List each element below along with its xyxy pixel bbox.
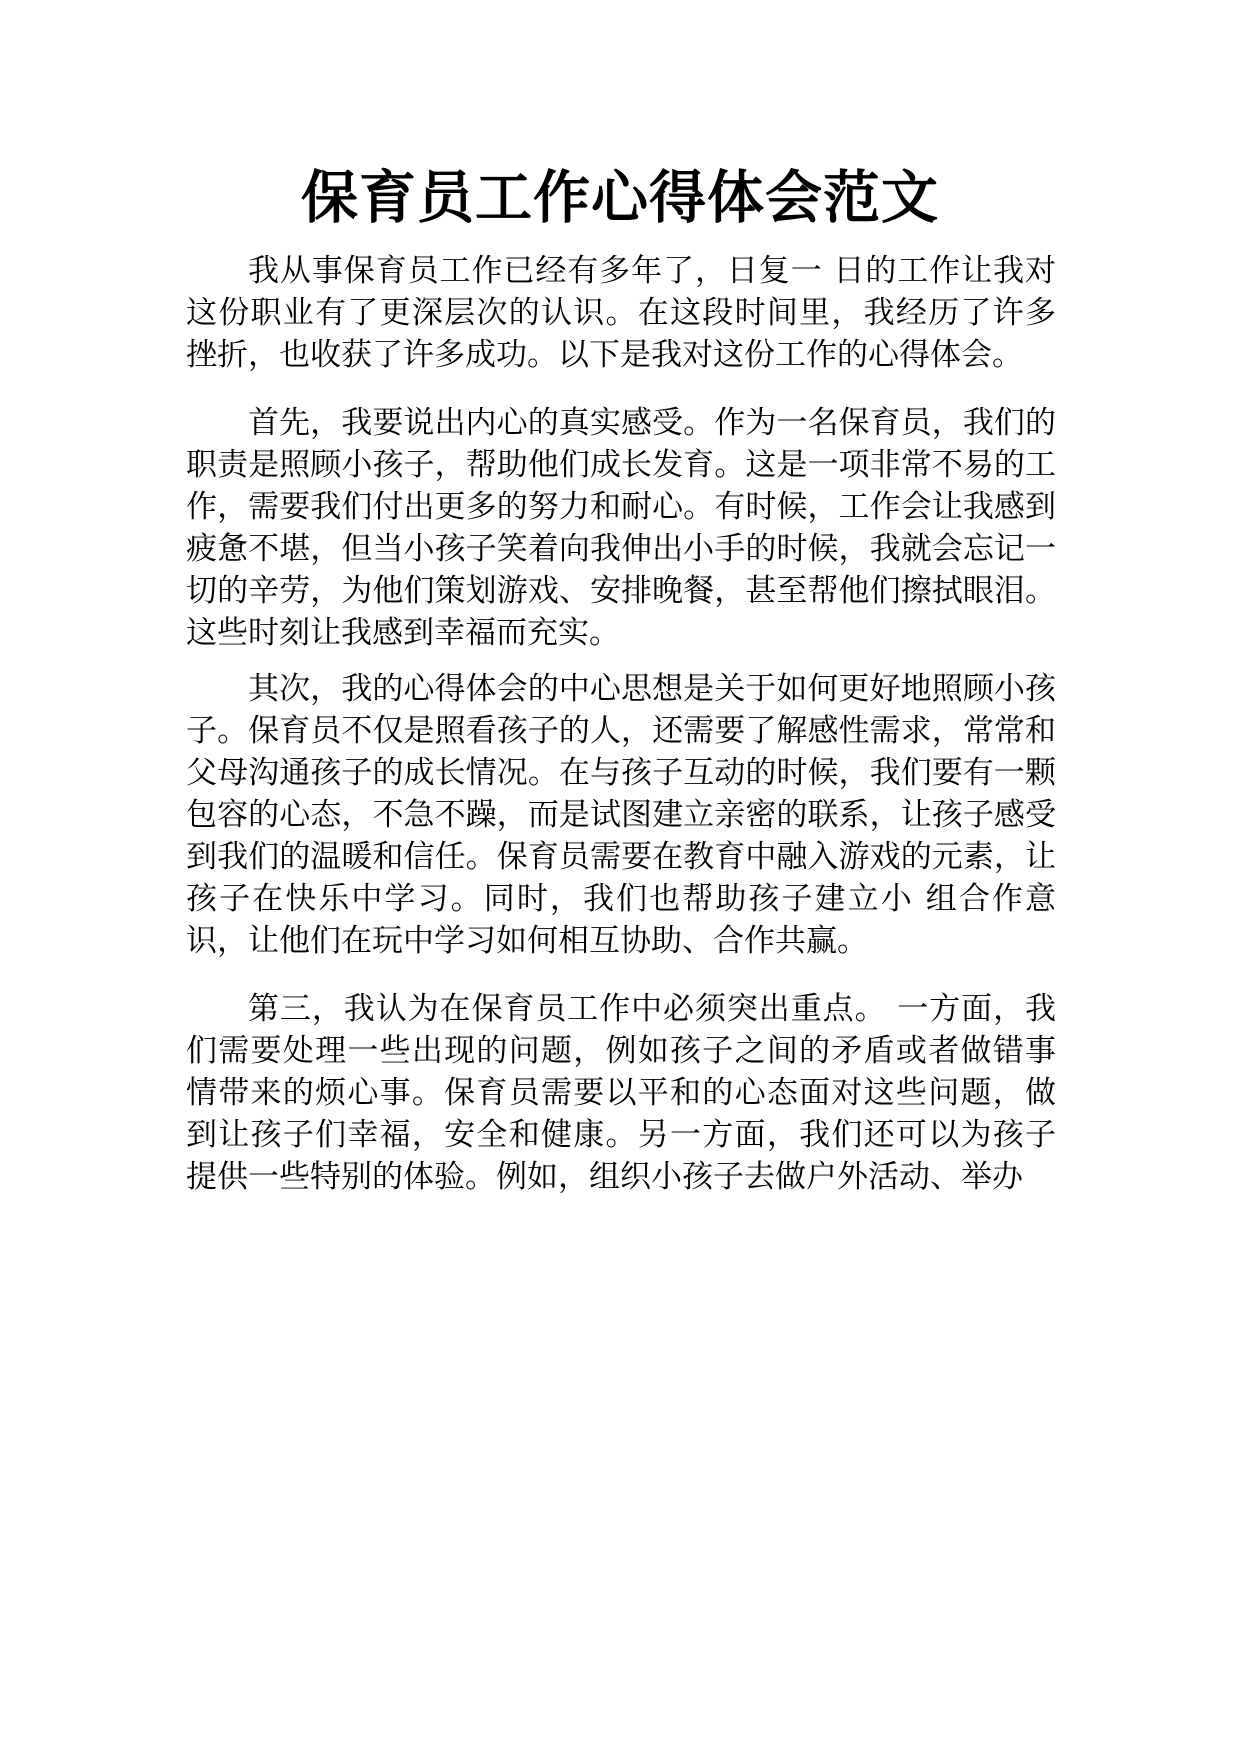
paragraph-1: 我从事保育员工作已经有多年了，日复一 日的工作让我对 这份职业有了更深层次的认识。在这段时间里，我经历了许多 挫折，也收获了许多成功。以下是我对这份工作的心得体会。 bbox=[186, 253, 1056, 373]
document-title: 保育员工作心得体会范文 bbox=[301, 164, 939, 231]
document-body bbox=[186, 250, 1056, 1198]
paragraph-2: 首先，我要说出内心的真实感受。作为一名保育员，我们的职责是照顾小孩子，帮助他们成长发育。这是一项非常不易的工作，需要我们付出更多的努力和耐心。有时候，工作会让我感到疲惫不堪，但当小孩子笑着向我伸出小手的时候，我就会忘记一切的辛劳，为他们策划游戏、安排晚餐，甚至帮他们擦拭眼泪。这些时刻让我感到幸福而充实。 bbox=[186, 405, 1056, 651]
paragraph-3: 其次，我的心得体会的中心思想是关于如何更好地照顾小孩子。保育员不仅是照看孩子的人，还需要了解感性需求，常常和父母沟通孩子的成长情况。在与孩子互动的时候，我们要有一颗包容的心态，不急不躁，而是试图建立亲密的联系，让孩子感受到我们的温暖和信任。保育员需要在教育中融入游戏的元素，让孩子在快乐中学习。同时，我们也帮助孩子建立小 组合作意识，让他们在玩中学习如何相互协助、合作共赢。 bbox=[186, 671, 1056, 959]
paragraph-4: 第三，我认为在保育员工作中必须突出重点。 一方面，我 们需要处理一些出现的问题，例如孩子之间的矛盾或者做错事 情带来的烦心事。保育员需要以平和的心态面对这些问题，做 到让孩子们幸福，安全和健康。另一方面，我们还可以为孩子 提供一些特别的体验。例如，组织小孩子去做户外活动、举办 bbox=[186, 991, 1056, 1195]
